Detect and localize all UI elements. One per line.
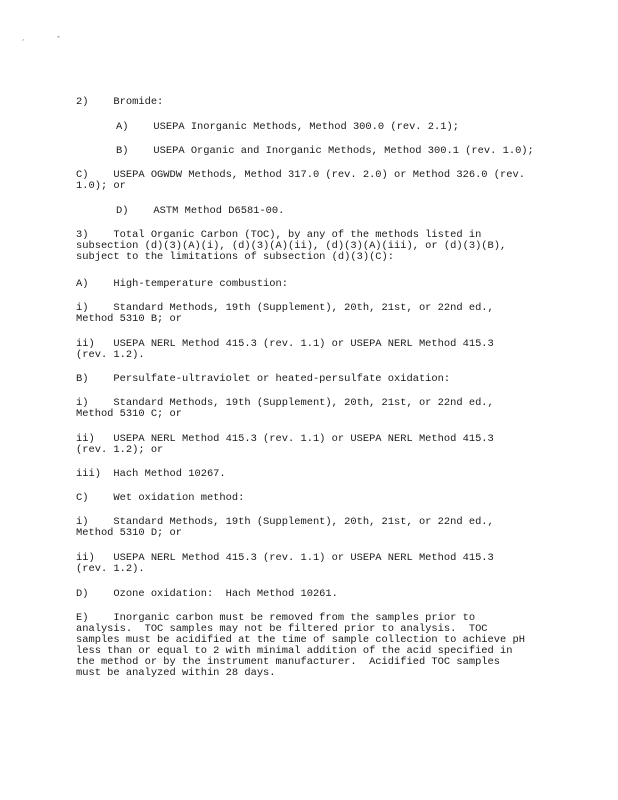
toc-item-e: E) Inorganic carbon must be removed from the samples prior to analysis. TOC samples may not be filtered prior to analysis. TOC samples must be acidified at the time of sample collection to achieve pH less than or equal to 2 with minimal addition of the acid specified in the method or by the instrument manufacturer. Acidified TOC samples must be analyzed within 28 days. — [76, 612, 525, 679]
toc-item-c-i: i) Standard Methods, 19th (Supplement), 20th, 21st, or 22nd ed., Method 5310 D; or — [76, 516, 494, 539]
toc-item-b-i: i) Standard Methods, 19th (Supplement), 20th, 21st, or 22nd ed., Method 5310 C; or — [76, 397, 494, 420]
toc-item-a-ii: ii) USEPA NERL Method 415.3 (rev. 1.1) or USEPA NERL Method 415.3 (rev. 1.2). — [76, 338, 494, 361]
bromide-item-a: A) USEPA Inorganic Methods, Method 300.0 (rev. 2.1); — [116, 121, 459, 133]
scan-mark-left: , — [22, 36, 26, 42]
toc-item-c: C) Wet oxidation method: — [76, 492, 245, 504]
bromide-item-d: D) ASTM Method D6581-00. — [116, 205, 285, 217]
bromide-item-c: C) USEPA OGWDW Methods, Method 317.0 (rev. 2.0) or Method 326.0 (rev. 1.0); or — [76, 169, 525, 192]
toc-item-c-ii: ii) USEPA NERL Method 415.3 (rev. 1.1) or USEPA NERL Method 415.3 (rev. 1.2). — [76, 552, 494, 575]
toc-item-a: A) High-temperature combustion: — [76, 278, 289, 290]
scan-mark-right: " — [57, 36, 61, 42]
toc-item-b-iii: iii) Hach Method 10267. — [76, 468, 226, 480]
toc-item-d: D) Ozone oxidation: Hach Method 10261. — [76, 588, 338, 600]
toc-item-b-ii: ii) USEPA NERL Method 415.3 (rev. 1.1) or USEPA NERL Method 415.3 (rev. 1.2); or — [76, 433, 494, 456]
toc-item-b: B) Persulfate-ultraviolet or heated-persulfate oxidation: — [76, 373, 451, 385]
bromide-item-b: B) USEPA Organic and Inorganic Methods, Method 300.1 (rev. 1.0); — [116, 145, 534, 157]
toc-heading: 3) Total Organic Carbon (TOC), by any of the methods listed in subsection (d)(3)(A)(i), (d)(3)(A)(ii), (d)(3)(A)(iii), or (d)(3)(B), subject to the limitations of subsection (d)(3)(C): — [76, 229, 507, 263]
bromide-heading: 2) Bromide: — [76, 96, 164, 108]
toc-item-a-i: i) Standard Methods, 19th (Supplement), 20th, 21st, or 22nd ed., Method 5310 B; or — [76, 302, 494, 325]
